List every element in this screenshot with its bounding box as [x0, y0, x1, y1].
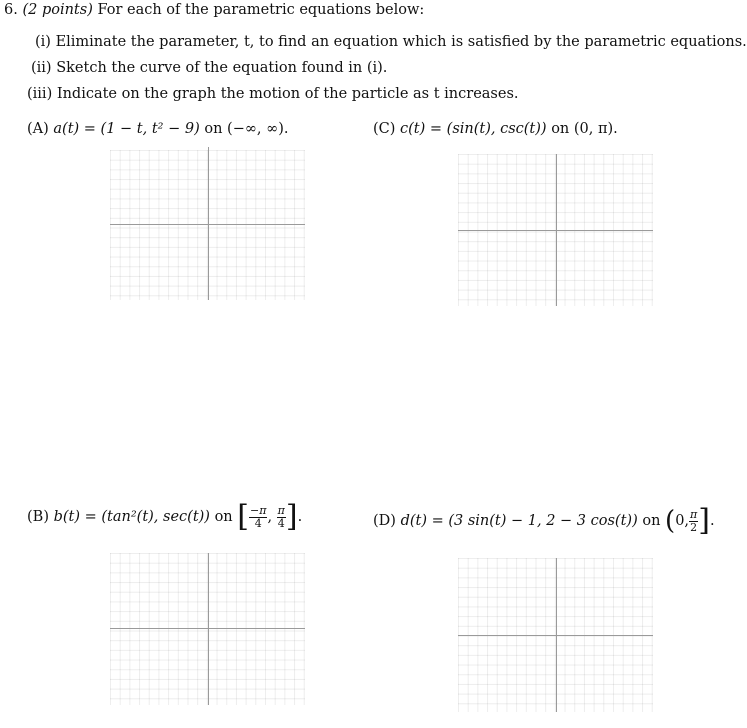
part-b-right-num: π [277, 503, 285, 517]
part-b-left-num: −π [249, 503, 267, 517]
part-b-close-bracket: ] [285, 499, 298, 534]
part-d-on: on [642, 513, 661, 529]
problem-prompt: For each of the parametric equations below: [97, 2, 425, 18]
step-text: Indicate on the graph the motion of the particle as t increases. [56, 86, 519, 102]
part-a-heading [27, 121, 289, 137]
part-d-end: . [709, 513, 715, 529]
part-b-sep: , [267, 509, 273, 525]
part-b-end: . [297, 509, 303, 525]
part-b-right-den: 4 [277, 516, 285, 530]
part-d-right-fraction [689, 509, 698, 534]
step-label: (ii) [31, 60, 52, 76]
part-b-right-fraction [277, 505, 286, 530]
part-c-heading [373, 121, 618, 137]
part-b-equation: b(t) = (tan²(t), sec(t)) [53, 509, 210, 525]
step-2 [31, 60, 387, 76]
problem-header [4, 2, 424, 18]
part-a-interval: (−∞, ∞). [227, 121, 289, 137]
part-b-label: (B) [27, 509, 49, 525]
part-d-equation: d(t) = (3 sin(t) − 1, 2 − 3 cos(t)) [400, 513, 638, 529]
part-d-y-axis [556, 558, 557, 712]
step-text: Eliminate the parameter, t, to find an equation which is satisfied by the parametric equations. [55, 34, 747, 50]
part-a-on: on [204, 121, 223, 137]
part-b-y-axis [208, 553, 209, 705]
part-d-right-den: 2 [690, 520, 698, 534]
part-c-on: on [551, 121, 570, 137]
step-label: (i) [35, 34, 51, 50]
part-d-left: 0, [675, 513, 690, 529]
part-b-left-fraction [249, 505, 267, 530]
part-b-left-den: 4 [254, 516, 262, 530]
part-d-open-paren: ( [665, 506, 676, 536]
part-c-equation: c(t) = (sin(t), csc(t)) [400, 121, 547, 137]
part-a-label: (A) [27, 121, 49, 137]
part-b-heading [27, 499, 303, 534]
part-d-label: (D) [373, 513, 396, 529]
problem-points: (2 points) [22, 2, 93, 18]
part-b-open-bracket: [ [237, 499, 249, 534]
part-a-y-axis [208, 147, 209, 300]
part-c-label: (C) [373, 121, 396, 137]
step-1 [35, 34, 747, 50]
part-a-equation: a(t) = (1 − t, t² − 9) [53, 121, 200, 137]
step-label: (iii) [27, 86, 53, 102]
part-d-close-bracket: ] [698, 503, 710, 538]
part-b-on: on [214, 509, 233, 525]
problem-number: 6. [4, 2, 18, 18]
step-text: Sketch the curve of the equation found in (i). [56, 60, 388, 76]
part-c-y-axis [556, 154, 557, 306]
part-d-heading [373, 503, 715, 538]
part-c-interval: (0, π). [573, 121, 618, 137]
step-3 [27, 86, 519, 102]
part-d-right-num: π [690, 507, 698, 521]
